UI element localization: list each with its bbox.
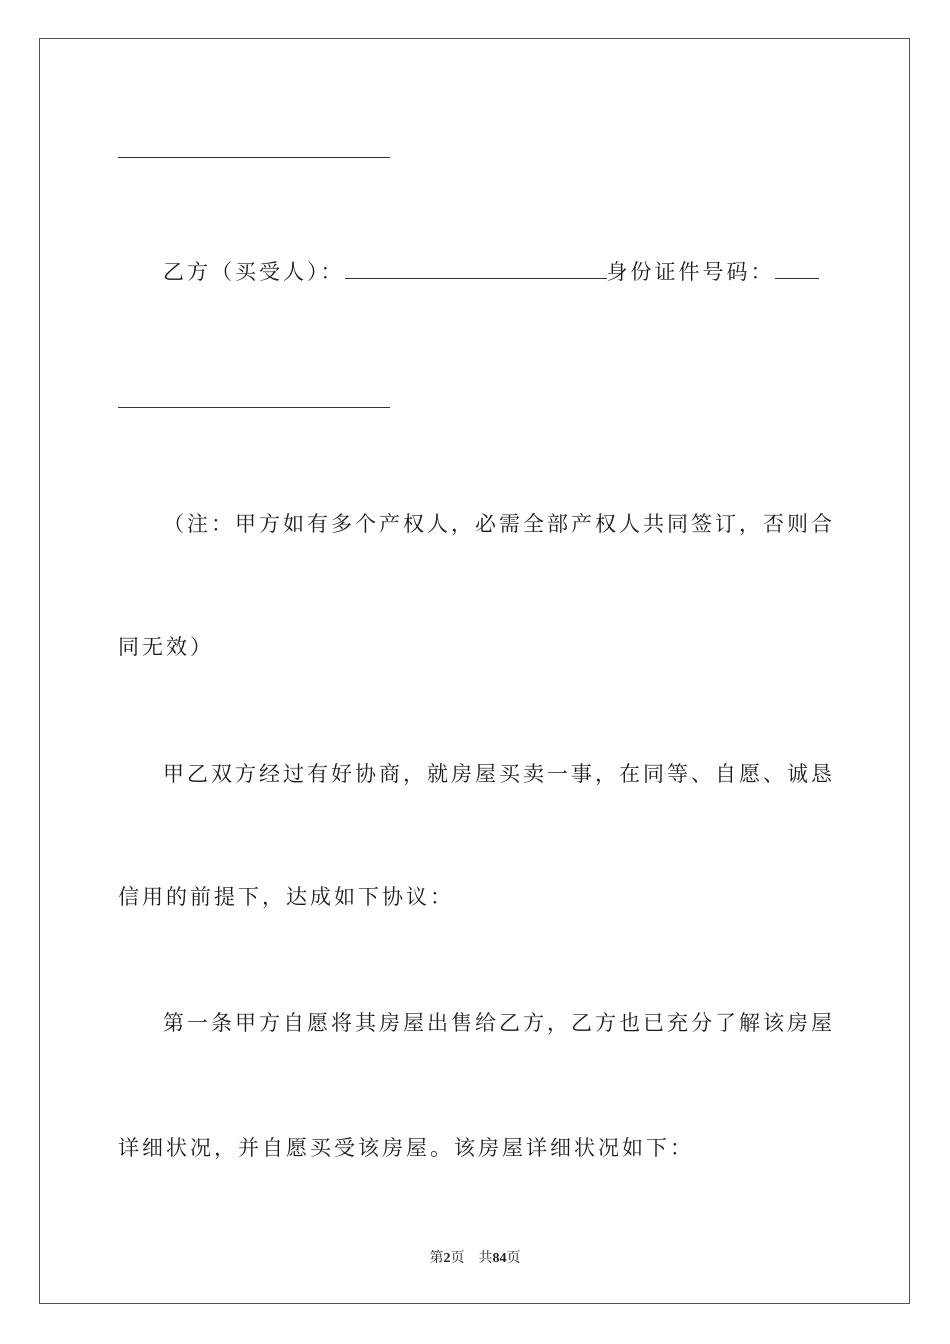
party-b-line [163,257,819,287]
party-b-name-blank [345,260,607,279]
intro-line-2: 信用的前提下，达成如下协议： [118,885,454,909]
total-prefix: 共 [478,1251,493,1266]
article-1-line-2: 详细状况，并自愿买受该房屋。该房屋详细状况如下： [118,1136,694,1160]
total-suffix: 页 [506,1251,521,1266]
article-1-line-1: 第一条甲方自愿将其房屋出售给乙方，乙方也已充分了解该房屋 [163,1011,835,1035]
page-footer [0,1247,950,1267]
id-number-blank-line [118,407,390,408]
intro-line-1: 甲乙双方经过有好协商，就房屋买卖一事，在同等、自愿、诚恳 [163,762,835,786]
note-line-2: 同无效） [118,635,214,659]
current-page-number: 2 [443,1251,451,1266]
party-b-label: 乙方（买受人）： [163,260,345,284]
total-pages-number: 84 [492,1251,507,1266]
page-suffix: 页 [450,1251,465,1266]
note-line-1: （注：甲方如有多个产权人，必需全部产权人共同签订，否则合 [163,512,835,536]
signature-blank-line-top [118,157,390,158]
page-prefix: 第 [429,1251,444,1266]
id-number-blank [775,260,819,279]
id-number-label: 身份证件号码： [606,260,775,284]
page-border [39,38,910,1304]
